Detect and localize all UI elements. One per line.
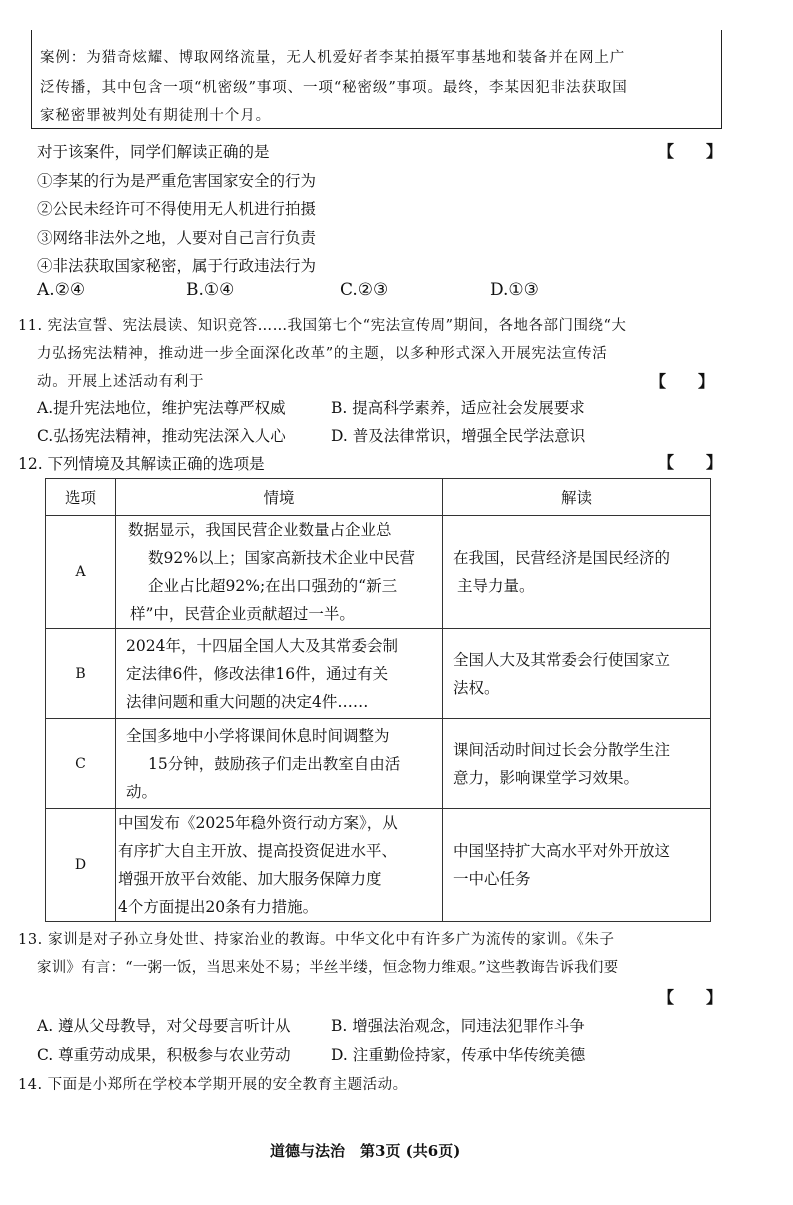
q11-answer-bracket: 【 】: [650, 372, 715, 391]
row-situation: [116, 516, 443, 629]
q13-option-a: A. 遵从父母教导，对父母要言听计从: [37, 1017, 291, 1035]
situation-line: 法律问题和重大问题的决定4件……: [126, 692, 369, 711]
q11-line-1: 11. 宪法宣誓、宪法晨读、知识竞答……我国第七个“宪法宣传周”期间，各地各部门围绕“大: [18, 318, 627, 334]
situation-line: 样”中，民营企业贡献超过一半。: [130, 605, 355, 623]
q14-stem: 14. 下面是小郑所在学校本学期开展的安全教育主题活动。: [18, 1077, 408, 1093]
table-header-option: 选项: [46, 479, 116, 516]
q12-table: [45, 478, 711, 922]
q10-item-1: ①李某的行为是严重危害国家安全的行为: [37, 172, 317, 190]
row-label: D: [46, 809, 116, 922]
reading-line: 在我国，民营经济是国民经济的: [453, 549, 671, 567]
table-row: [46, 719, 711, 809]
situation-line: 4个方面提出20条有力措施。: [118, 898, 319, 916]
situation-line: 增强开放平台效能、加大服务保障力度: [118, 870, 382, 888]
situation-line: 2024年，十四届全国人大及其常委会制: [126, 636, 398, 655]
situation-line: 企业占比超92%;在出口强劲的“新三: [148, 577, 398, 595]
q10-item-4: ④非法获取国家秘密，属于行政违法行为: [37, 257, 317, 275]
q10-answer-bracket: 【 】: [658, 142, 723, 161]
q10-choice-b: B.①④: [186, 280, 235, 300]
case-box: [31, 30, 722, 129]
reading-line: 法权。: [453, 678, 500, 697]
q13-answer-bracket: 【 】: [658, 988, 723, 1007]
table-row: [46, 629, 711, 719]
case-line-3: 家秘密罪被判处有期徒刑十个月。: [40, 108, 271, 124]
case-line-2: 泛传播，其中包含一项“机密级”事项、一项“秘密级”事项。最终，李某因犯非法获取国: [40, 80, 628, 96]
q11-option-c: C.弘扬宪法精神，推动宪法深入人心: [37, 427, 286, 445]
q13-option-b: B. 增强法治观念，同违法犯罪作斗争: [331, 1017, 585, 1035]
q12-answer-bracket: 【 】: [658, 453, 723, 472]
row-label: C: [46, 719, 116, 809]
case-line-1: 案例：为猎奇炫耀、博取网络流量，无人机爱好者李某拍摄军事基地和装备并在网上广: [40, 50, 626, 66]
q12-stem: 12. 下列情境及其解读正确的选项是: [18, 455, 265, 473]
situation-line: 数92%以上；国家高新技术企业中民营: [148, 549, 415, 567]
table-row: [46, 809, 711, 922]
situation-line: 有序扩大自主开放、提高投资促进水平、: [118, 842, 398, 860]
q10-choice-d: D.①③: [490, 280, 539, 300]
q11-option-d: D. 普及法律常识，增强全民学法意识: [331, 427, 586, 445]
row-label: B: [46, 629, 116, 719]
table-header-row: [46, 479, 711, 516]
row-reading: [443, 809, 711, 922]
situation-line: 定法律6件，修改法律16件，通过有关: [126, 664, 389, 683]
q10-choice-c: C.②③: [340, 280, 389, 300]
situation-line: 动。: [126, 782, 158, 801]
q10-item-3: ③网络非法外之地，人要对自己言行负责: [37, 229, 317, 247]
row-reading: [443, 516, 711, 629]
q11-option-a: A.提升宪法地位，维护宪法尊严权威: [37, 399, 286, 417]
reading-line: 中国坚持扩大高水平对外开放这: [453, 842, 671, 860]
q10-choice-a: A.②④: [37, 280, 86, 300]
situation-line: 15分钟，鼓励孩子们走出教室自由活: [148, 754, 401, 773]
reading-line: 意力，影响课堂学习效果。: [453, 768, 640, 787]
page-footer: 道德与法治 第3页 (共6页): [270, 1142, 461, 1160]
situation-line: 数据显示，我国民营企业数量占企业总: [128, 521, 392, 539]
table-header-reading: 解读: [443, 479, 711, 516]
table-header-situation: 情境: [116, 479, 443, 516]
q13-line-1: 13. 家训是对子孙立身处世、持家治业的教诲。中华文化中有许多广为流传的家训。《朱子: [18, 932, 615, 948]
row-label: A: [46, 516, 116, 629]
q11-line-3: 动。开展上述活动有利于: [37, 374, 205, 390]
row-reading: [443, 719, 711, 809]
reading-line: 课间活动时间过长会分散学生注: [453, 740, 671, 759]
reading-line: 一中心任务: [453, 870, 531, 888]
q13-line-2: 家训》有言：“一粥一饭，当思来处不易；半丝半缕，恒念物力维艰。”这些教诲告诉我们要: [37, 960, 619, 976]
reading-line: 全国人大及其常委会行使国家立: [453, 650, 671, 669]
q10-stem: 对于该案件，同学们解读正确的是: [37, 143, 270, 161]
reading-line: 主导力量。: [457, 577, 535, 595]
row-reading: [443, 629, 711, 719]
q10-item-2: ②公民未经许可不得使用无人机进行拍摄: [37, 200, 317, 218]
table-row: [46, 516, 711, 629]
situation-line: 中国发布《2025年稳外资行动方案》，从: [118, 814, 398, 832]
row-situation: [116, 719, 443, 809]
row-situation: [116, 809, 443, 922]
q11-line-2: 力弘扬宪法精神，推动进一步全面深化改革”的主题，以多种形式深入开展宪法宣传活: [37, 346, 608, 362]
q13-option-d: D. 注重勤俭持家，传承中华传统美德: [331, 1046, 586, 1064]
situation-line: 全国多地中小学将课间休息时间调整为: [126, 726, 390, 745]
q13-option-c: C. 尊重劳动成果，积极参与农业劳动: [37, 1046, 291, 1064]
row-situation: [116, 629, 443, 719]
q11-option-b: B. 提高科学素养，适应社会发展要求: [331, 399, 585, 417]
